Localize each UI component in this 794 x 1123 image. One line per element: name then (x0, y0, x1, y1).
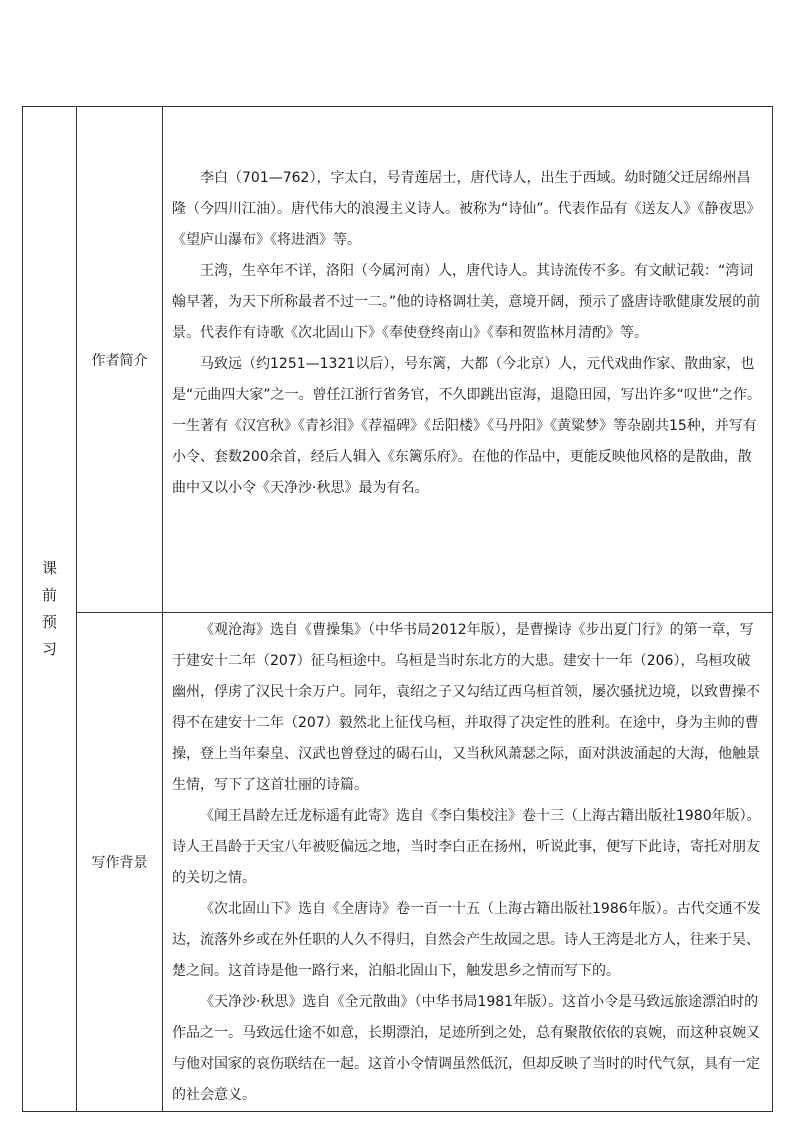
row-label-author: 作者简介 (77, 107, 163, 613)
row-label-background: 写作背景 (77, 613, 163, 1112)
section-label-char: 前 (41, 586, 57, 604)
paragraph-guan-cang-hai: 《观沧海》选自《曹操集》（中华书局2012年版），是曹操诗《步出夏门行》的第一章，写于建安十二年（207）征乌桓途中。乌桓是当时东北方的大患。建安十一年（206），乌桓攻破幽州，俘虏了汉民十余万户。同年，袁绍之子又勾结辽西乌桓首领，屡次骚扰边境，以致曹操不得不在建安十二年（207）毅然北上征伐乌桓，并取得了决定性的胜利。在途中，身为主帅的曹操，登上当年秦皇、汉武也曾登过的碣石山，又当秋风萧瑟之际，面对洪波涌起的大海，他触景生情，写下了这首壮丽的诗篇。 (172, 622, 760, 793)
preview-table (22, 106, 773, 1112)
section-label-char: 预 (41, 613, 57, 631)
section-label-char: 习 (41, 640, 57, 658)
table-row-background (23, 613, 773, 1112)
section-label-char: 课 (41, 559, 57, 577)
table-row-author (23, 107, 773, 613)
section-label (42, 555, 57, 663)
paragraph-wang-wan: 王湾，生卒年不详，洛阳（今属河南）人，唐代诗人。其诗流传不多。有文献记载：“湾词翰早著，为天下所称最者不过一二。”他的诗格调壮美，意境开阔，预示了盛唐诗歌健康发展的前景。代表作有诗歌《次北固山下》《奉使登终南山》《奉和贺监林月清酌》等。 (172, 263, 761, 341)
paragraph-ci-beigushan: 《次北固山下》选自《全唐诗》卷一百一十五（上海古籍出版社1986年版）。古代交通不发达，流落外乡或在外任职的人久不得归，自然会产生故园之思。诗人王湾是北方人，往来于吴、楚之间。这首诗是他一路行来，泊船北固山下，触发思乡之情而写下的。 (172, 901, 761, 979)
paragraph-tianjingsha: 《天净沙·秋思》选自《全元散曲》（中华书局1981年版）。这首小令是马致远旅途漂泊时的作品之一。马致远仕途不如意，长期漂泊，足迹所到之处，总有聚散依依的哀婉，而这种哀婉又与他对国家的哀伤联结在一起。这首小令情调虽然低沉，但却反映了当时的时代气氛，具有一定的社会意义。 (172, 994, 760, 1103)
paragraph-wen-wang-changling: 《闻王昌龄左迁龙标遥有此寄》选自《李白集校注》卷十三（上海古籍出版社1980年版）。诗人王昌龄于天宝八年被贬偏远之地，当时李白正在扬州，听说此事，便写下此诗，寄托对朋友的关切之情。 (172, 808, 761, 886)
author-intro-content (163, 107, 773, 613)
section-label-cell (23, 107, 77, 1112)
background-content (163, 613, 773, 1112)
paragraph-ma-zhiyuan: 马致远（约1251—1321以后），号东篱，大都（今北京）人，元代戏曲作家、散曲家，也是“元曲四大家”之一。曾任江浙行省务官，不久即跳出宦海，退隐田园，写出许多“叹世”之作。一生著有《汉宫秋》《青衫泪》《荐福碑》《岳阳楼》《马丹阳》《黄粱梦》等杂剧共15种，并写有小令、套数200余首，经后人辑入《东篱乐府》。在他的作品中，更能反映他风格的是散曲，散曲中又以小令《天净沙·秋思》最为有名。 (172, 356, 762, 496)
paragraph-li-bai: 李白（701—762），字太白，号青莲居士，唐代诗人，出生于西域。幼时随父迁居绵州昌隆（今四川江油）。唐代伟大的浪漫主义诗人。被称为“诗仙”。代表作品有《送友人》《静夜思》《望庐山瀑布》《将进酒》等。 (172, 170, 761, 248)
